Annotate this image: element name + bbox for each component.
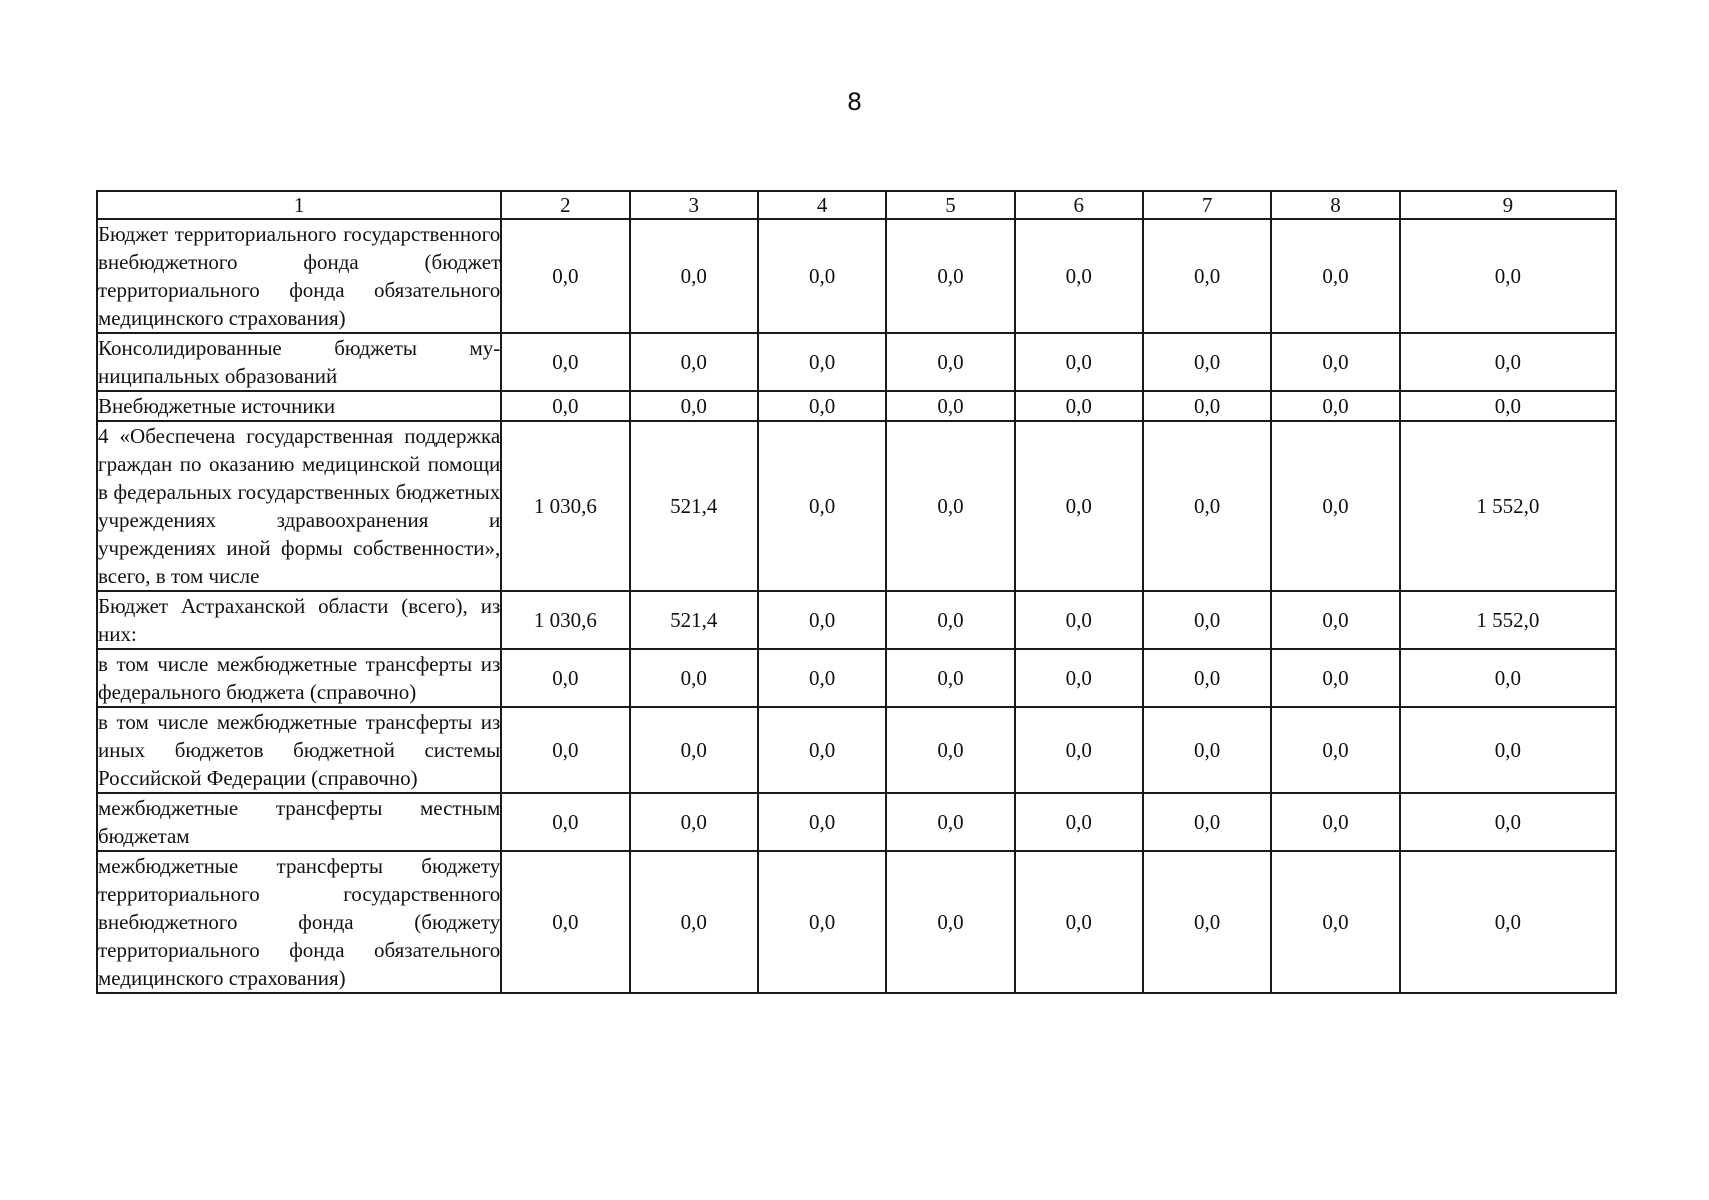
- column-header: 9: [1400, 191, 1616, 219]
- row-value: 0,0: [630, 851, 758, 993]
- row-value: 0,0: [758, 591, 886, 649]
- row-value: 0,0: [1015, 421, 1143, 591]
- column-header: 3: [630, 191, 758, 219]
- row-value: 0,0: [1015, 793, 1143, 851]
- column-header: 8: [1271, 191, 1399, 219]
- row-value: 0,0: [886, 333, 1014, 391]
- row-value: 0,0: [886, 421, 1014, 591]
- row-value: 0,0: [501, 793, 629, 851]
- row-label: межбюджетные трансферты местным бюджетам: [97, 793, 501, 851]
- row-value: 0,0: [1015, 707, 1143, 793]
- row-value: 0,0: [886, 649, 1014, 707]
- row-value: 0,0: [1015, 391, 1143, 421]
- row-label: в том числе межбюджетные трансферты из федерального бюджета (справочно): [97, 649, 501, 707]
- column-header: 4: [758, 191, 886, 219]
- row-value: 0,0: [501, 707, 629, 793]
- row-value: 0,0: [630, 391, 758, 421]
- row-value: 0,0: [1143, 591, 1271, 649]
- row-value: 0,0: [1015, 333, 1143, 391]
- table-row: [97, 649, 1616, 707]
- row-value: 0,0: [630, 333, 758, 391]
- row-value: 0,0: [758, 219, 886, 333]
- row-total: 1 552,0: [1400, 591, 1616, 649]
- row-label: Бюджет территориального государственного внебюджетного фонда (бюджет территориального фонда обязательного медицинского страхования): [97, 219, 501, 333]
- row-total: 0,0: [1400, 851, 1616, 993]
- row-total: 0,0: [1400, 793, 1616, 851]
- row-value: 0,0: [1143, 333, 1271, 391]
- table-row: [97, 591, 1616, 649]
- table-row: [97, 793, 1616, 851]
- row-value: 0,0: [886, 391, 1014, 421]
- row-value: 0,0: [1271, 219, 1399, 333]
- row-value: 0,0: [1143, 421, 1271, 591]
- row-value: 0,0: [630, 793, 758, 851]
- row-value: 0,0: [630, 707, 758, 793]
- row-value: 0,0: [1015, 851, 1143, 993]
- row-value: 0,0: [501, 391, 629, 421]
- row-value: 0,0: [1143, 793, 1271, 851]
- table-row: [97, 707, 1616, 793]
- row-value: 0,0: [1143, 219, 1271, 333]
- row-total: 0,0: [1400, 219, 1616, 333]
- row-label: межбюджетные трансферты бюджету территориального государственного внебюджетного фонда (бюджету территориального фонда обязательного медицинского страхования): [97, 851, 501, 993]
- column-header: 5: [886, 191, 1014, 219]
- row-value: 0,0: [1143, 649, 1271, 707]
- row-value: 0,0: [1143, 707, 1271, 793]
- table-row: [97, 333, 1616, 391]
- column-header: 2: [501, 191, 629, 219]
- row-total: 0,0: [1400, 333, 1616, 391]
- row-value: 0,0: [501, 219, 629, 333]
- table-row: [97, 421, 1616, 591]
- header-row: [97, 191, 1616, 219]
- row-value: 0,0: [758, 391, 886, 421]
- row-value: 0,0: [886, 793, 1014, 851]
- row-label: Внебюджетные источники: [97, 391, 501, 421]
- row-value: 0,0: [758, 333, 886, 391]
- row-value: 0,0: [1015, 649, 1143, 707]
- row-value: 0,0: [758, 793, 886, 851]
- row-value: 0,0: [1271, 591, 1399, 649]
- row-value: 0,0: [758, 649, 886, 707]
- row-value: 0,0: [1271, 793, 1399, 851]
- column-header: 6: [1015, 191, 1143, 219]
- row-total: 0,0: [1400, 649, 1616, 707]
- row-value: 0,0: [1015, 219, 1143, 333]
- table-row: [97, 219, 1616, 333]
- row-value: 0,0: [758, 707, 886, 793]
- row-value: 0,0: [1271, 707, 1399, 793]
- row-total: 1 552,0: [1400, 421, 1616, 591]
- table-row: [97, 851, 1616, 993]
- page-number: 8: [846, 88, 863, 116]
- row-label: Бюджет Астраханской области (всего), из них:: [97, 591, 501, 649]
- table-row: [97, 391, 1616, 421]
- row-value: 0,0: [1271, 421, 1399, 591]
- row-total: 0,0: [1400, 707, 1616, 793]
- row-label: в том числе межбюджетные трансферты из иных бюджетов бюджетной системы Российской Федерации (справочно): [97, 707, 501, 793]
- row-value: 0,0: [630, 649, 758, 707]
- row-total: 0,0: [1400, 391, 1616, 421]
- row-value: 0,0: [886, 707, 1014, 793]
- row-value: 0,0: [501, 649, 629, 707]
- row-value: 0,0: [758, 421, 886, 591]
- row-value: 0,0: [501, 851, 629, 993]
- row-label: 4 «Обеспечена государственная поддержка граждан по оказанию медицинской помощи в федеральных государственных бюджетных учреждениях здравоохранения и учреждениях иной формы собственности», всего, в том числе: [97, 421, 501, 591]
- row-value: 0,0: [1271, 851, 1399, 993]
- row-value: 0,0: [886, 219, 1014, 333]
- row-value: 0,0: [501, 333, 629, 391]
- column-header: 1: [97, 191, 501, 219]
- column-header: 7: [1143, 191, 1271, 219]
- row-value: 0,0: [886, 591, 1014, 649]
- row-value: 0,0: [1143, 851, 1271, 993]
- row-value: 521,4: [630, 591, 758, 649]
- row-value: 1 030,6: [501, 421, 629, 591]
- budget-table: [96, 190, 1617, 994]
- row-value: 0,0: [1271, 391, 1399, 421]
- row-value: 0,0: [1271, 333, 1399, 391]
- row-value: 0,0: [630, 219, 758, 333]
- row-value: 521,4: [630, 421, 758, 591]
- row-value: 0,0: [1015, 591, 1143, 649]
- row-value: 0,0: [1271, 649, 1399, 707]
- row-value: 0,0: [886, 851, 1014, 993]
- row-label: Консолидированные бюджеты муниципальных образований: [97, 333, 501, 391]
- row-value: 0,0: [1143, 391, 1271, 421]
- row-value: 1 030,6: [501, 591, 629, 649]
- row-value: 0,0: [758, 851, 886, 993]
